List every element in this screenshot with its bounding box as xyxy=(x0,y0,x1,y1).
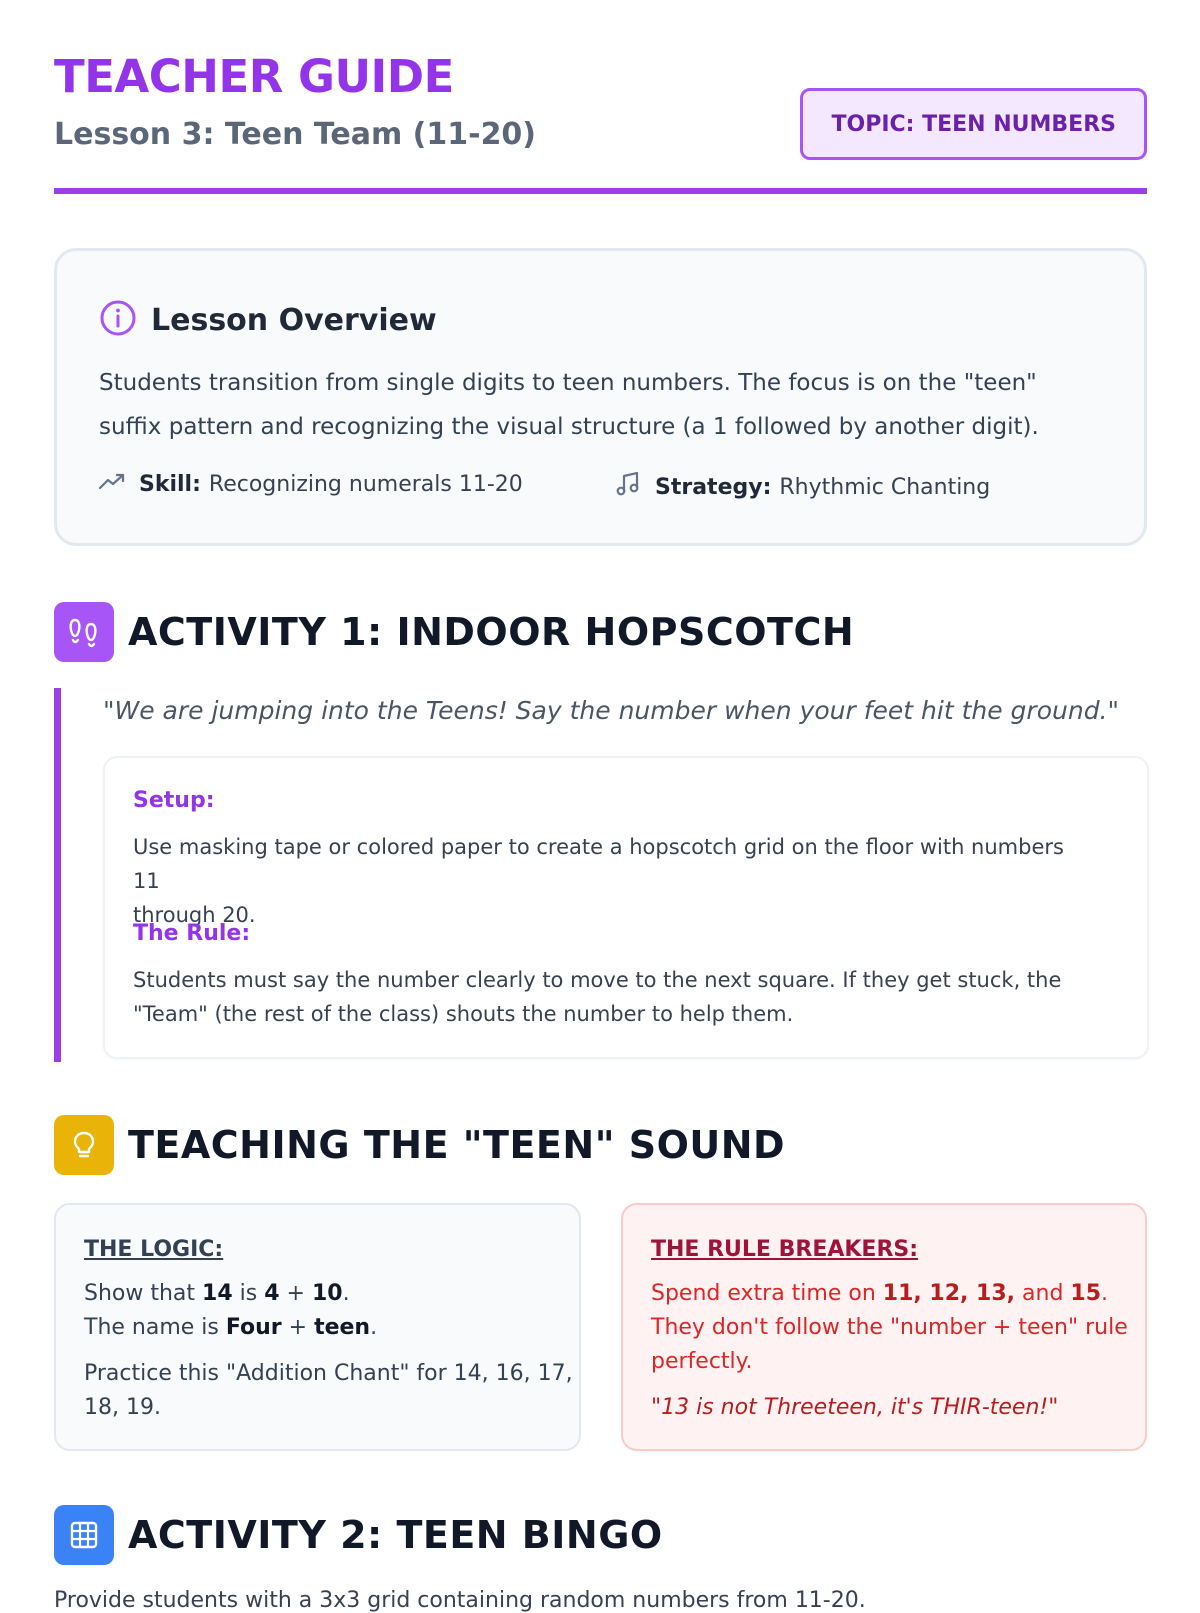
activity-1-section xyxy=(54,688,1147,1062)
lesson-overview-card xyxy=(54,248,1147,546)
rule-line-2: "Team" (the rest of the class) shouts the number to help them. xyxy=(133,1002,794,1026)
music-note-icon xyxy=(615,471,641,503)
trending-up-icon xyxy=(99,471,125,497)
setup-line-2: through 20. xyxy=(133,903,256,927)
activity-1-heading xyxy=(54,602,854,662)
setup-text xyxy=(133,830,1093,932)
breakers-line-3: perfectly. xyxy=(651,1349,753,1374)
topic-badge: TOPIC: TEEN NUMBERS xyxy=(800,88,1147,160)
document-title: TEACHER GUIDE xyxy=(54,50,454,103)
skill-label: Skill: xyxy=(139,471,201,497)
breakers-line-1: Spend extra time on 11, 12, 13, and 15. xyxy=(651,1281,1109,1306)
logic-line-3: Practice this "Addition Chant" for 14, 16, 17, xyxy=(84,1361,573,1386)
overview-line-1: Students transition from single digits to teen numbers. The focus is on the "teen" xyxy=(99,370,1037,396)
rule-breakers-card xyxy=(621,1203,1147,1451)
activity-1-quote: "We are jumping into the Teens! Say the number when your feet hit the ground." xyxy=(103,696,1120,725)
activity-1-details-card xyxy=(103,756,1149,1059)
lightbulb-icon xyxy=(54,1115,114,1175)
activity-1-title: ACTIVITY 1: INDOOR HOPSCOTCH xyxy=(128,610,855,654)
teacher-guide-page xyxy=(54,0,1147,1613)
overview-line-2: suffix pattern and recognizing the visual structure (a 1 followed by another digit). xyxy=(99,414,1039,440)
activity-2-intro: Provide students with a 3x3 grid containing random numbers from 11-20. xyxy=(54,1588,866,1613)
rule-label: The Rule: xyxy=(133,921,251,946)
breakers-quote: "13 is not Threeteen, it's THIR-teen!" xyxy=(651,1395,1059,1420)
logic-heading: THE LOGIC: xyxy=(84,1237,224,1262)
activity-2-title: ACTIVITY 2: TEEN BINGO xyxy=(128,1513,663,1557)
skill-meta xyxy=(99,471,523,497)
overview-title-row xyxy=(99,299,437,341)
setup-line-1: Use masking tape or colored paper to create a hopscotch grid on the floor with numbers 11 xyxy=(133,835,1064,893)
logic-line-1: Show that 14 is 4 + 10. xyxy=(84,1281,350,1306)
setup-label: Setup: xyxy=(133,788,215,813)
rule-breakers-heading: THE RULE BREAKERS: xyxy=(651,1237,919,1262)
info-icon xyxy=(99,299,137,341)
breakers-line-2: They don't follow the "number + teen" rule xyxy=(651,1315,1128,1340)
footprints-icon xyxy=(54,602,114,662)
teen-sound-title: TEACHING THE "TEEN" SOUND xyxy=(128,1123,786,1167)
strategy-meta xyxy=(615,471,990,503)
teen-sound-heading xyxy=(54,1115,785,1175)
rule-line-1: Students must say the number clearly to move to the next square. If they get stuck, the xyxy=(133,968,1062,992)
strategy-label: Strategy: xyxy=(655,474,772,500)
overview-description xyxy=(99,361,1109,449)
grid-icon xyxy=(54,1505,114,1565)
strategy-value: Rhythmic Chanting xyxy=(779,474,991,500)
logic-line-2: The name is Four + teen. xyxy=(84,1315,378,1340)
overview-title: Lesson Overview xyxy=(151,302,437,338)
lesson-subtitle: Lesson 3: Teen Team (11-20) xyxy=(54,117,537,152)
guide-header xyxy=(54,0,1147,194)
logic-card xyxy=(54,1203,581,1451)
skill-value: Recognizing numerals 11-20 xyxy=(208,471,523,497)
logic-line-4: 18, 19. xyxy=(84,1395,161,1420)
activity-2-heading xyxy=(54,1505,663,1565)
rule-text xyxy=(133,963,1093,1031)
